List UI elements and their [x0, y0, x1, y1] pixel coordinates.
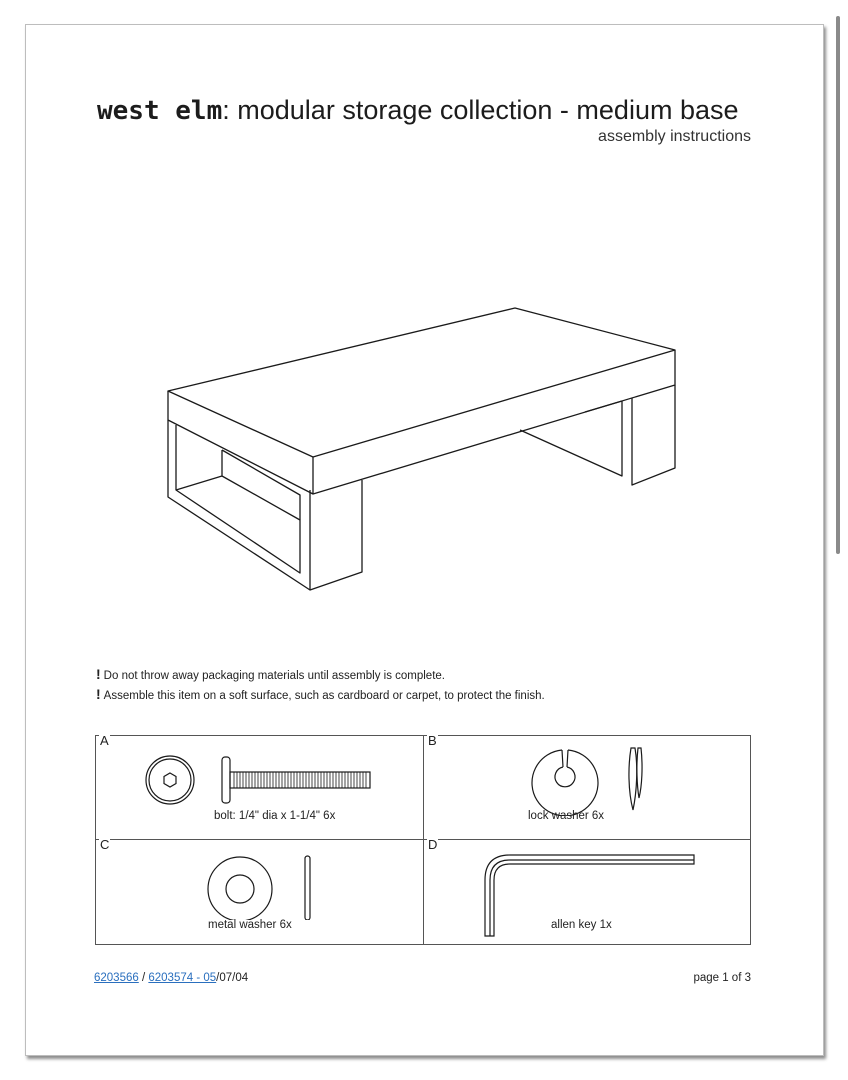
reference-date: /07/04	[216, 972, 249, 984]
page-title	[97, 94, 751, 127]
part-letter: D	[428, 837, 438, 852]
left-leg-inner-frame	[176, 425, 300, 573]
reference-link-2[interactable]: 6203574 - 05	[148, 972, 217, 984]
slab-front-face	[168, 391, 313, 494]
part-cell-a	[96, 733, 424, 840]
left-leg-inner-shelf	[176, 476, 222, 490]
note-text: Do not throw away packaging materials until assembly is complete.	[103, 670, 445, 682]
title-text: modular storage collection - medium base	[237, 95, 739, 125]
part-letter: A	[100, 733, 109, 748]
reference-separator: /	[138, 972, 149, 984]
part-caption: lock washer 6x	[528, 810, 605, 822]
part-caption: bolt: 1/4" dia x 1-1/4" 6x	[214, 810, 336, 822]
part-cell-d	[424, 837, 750, 944]
part-letter: B	[428, 733, 437, 748]
warning-icon: !	[96, 666, 101, 682]
lock-washer-icon	[424, 736, 750, 816]
right-leg-inner	[520, 401, 622, 476]
slab-top-face	[168, 308, 675, 457]
metal-washer-icon	[96, 840, 424, 920]
reference-link-1[interactable]: 6203566	[94, 972, 139, 984]
warning-icon: !	[96, 686, 101, 702]
left-leg-inner-back	[222, 450, 300, 520]
right-leg-outer	[632, 385, 675, 485]
parts-table	[95, 735, 751, 945]
page-subtitle: assembly instructions	[598, 128, 751, 145]
warning-note-1	[96, 666, 445, 682]
bolt-icon	[96, 736, 424, 816]
slab-right-face	[313, 350, 675, 494]
note-text: Assemble this item on a soft surface, such as cardboard or carpet, to protect the finish.	[103, 690, 545, 702]
warning-note-2	[96, 686, 545, 702]
base-illustration	[150, 295, 690, 605]
left-leg-outer	[168, 420, 362, 590]
page-number: page 1 of 3	[693, 972, 751, 984]
part-caption: allen key 1x	[551, 919, 612, 931]
part-cell-b	[424, 733, 750, 840]
part-letter: C	[100, 837, 110, 852]
document-reference	[94, 972, 248, 984]
scrollbar[interactable]	[836, 16, 840, 554]
part-caption: metal washer 6x	[208, 919, 292, 931]
right-leg-shelf	[585, 401, 622, 412]
part-cell-c	[96, 837, 424, 944]
brand-separator: :	[222, 95, 230, 125]
brand-logo: west elm	[97, 96, 223, 126]
